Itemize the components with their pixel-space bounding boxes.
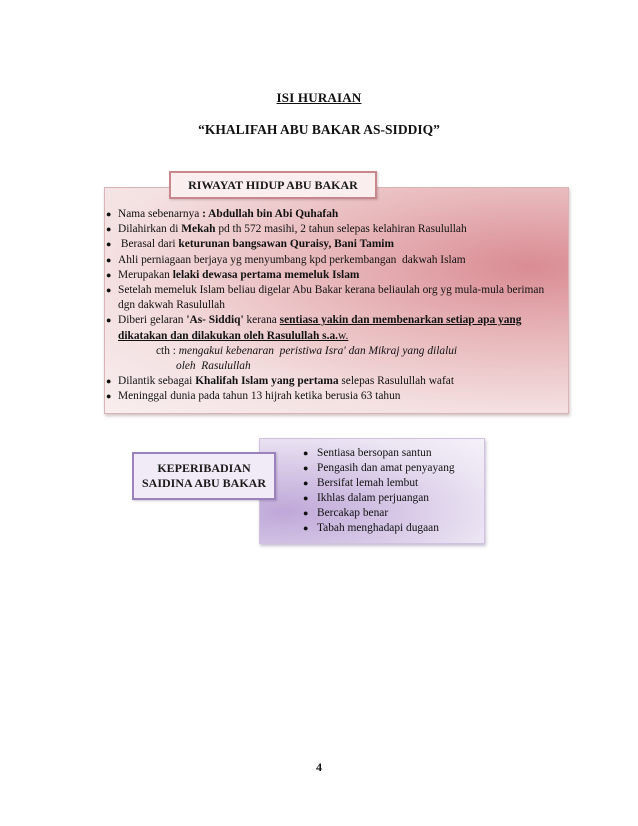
riwayat-list [106,207,556,405]
bullet-icon: ● [303,477,309,488]
list-item [106,237,556,252]
keperibadian-label-line: KEPERIBADIAN [157,461,251,475]
item-text: Dilahirkan di [118,223,182,236]
bullet-icon: ● [106,376,112,387]
list-item [303,476,455,491]
list-item [106,268,556,283]
bullet-icon: ● [106,209,112,219]
item-text: kerana [243,314,280,327]
keperibadian-list [303,446,455,535]
item-text: Dilantik sebagai [118,375,196,388]
bullet-icon: ● [303,448,309,458]
example-line [118,359,556,374]
riwayat-label: RIWAYAT HIDUP ABU BAKAR [169,171,377,199]
list-item [106,207,556,222]
item-bold-text: keturunan bangsawan Quraisy, Bani Tamim [178,238,394,251]
item-text: Ahli perniagaan berjaya yg menyumbang kpd perkembangan dakwah Islam [118,253,466,266]
example-text: oleh Rasulullah [176,360,251,373]
list-item [303,521,455,536]
item-bold-text: : Abdullah bin Abi Quhafah [202,208,339,220]
example-line [118,344,556,359]
list-item [106,389,556,404]
page-subtitle: “KHALIFAH ABU BAKAR AS-SIDDIQ” [198,122,440,137]
item-text: Diberi gelaran [118,314,187,327]
item-text: Bersifat lemah lembut [317,476,419,489]
item-text: w. [338,329,349,342]
bullet-icon: ● [106,239,112,250]
item-bold-text: Mekah [181,223,216,236]
list-item [106,222,556,237]
item-bold-text: Khalifah Islam yang pertama [195,375,339,388]
page-number: 4 [316,760,322,774]
item-bold-underline-text: sentiasa yakin dan membenarkan setiap apa yang dikatakan dan dilakukan oleh Rasulullah s.a. [118,314,522,342]
item-text: Pengasih dan amat penyayang [317,461,455,474]
item-text: pd th 572 masihi, 2 tahun selepas kelahiran Rasulullah [215,223,467,236]
page-title: ISI HURAIAN [276,90,362,105]
list-item [106,283,556,313]
keperibadian-label [132,452,276,500]
list-item [303,461,455,476]
list-item [303,506,455,521]
list-item [106,253,556,268]
list-item [106,374,556,389]
bullet-icon: ● [303,462,309,473]
bullet-icon: ● [106,391,112,402]
item-text: Sentiasa bersopan santun [317,447,432,459]
example-text: mengakui kebenaran peristiwa Isra' dan Mikraj yang dilalui [178,344,458,357]
list-item [303,491,455,506]
list-item [303,446,455,461]
bullet-icon: ● [106,269,112,280]
item-text: Berasal dari [118,238,179,251]
bullet-icon: ● [303,492,309,503]
item-text: Ikhlas dalam perjuangan [317,491,429,504]
item-text: Nama sebenarnya [118,208,203,220]
item-text: Merupakan [118,268,173,281]
item-text: Setelah memeluk Islam beliau digelar Abu Bakar kerana beliaulah org yg mula-mula beriman dgn dakwah Rasulullah [118,284,545,312]
bullet-icon: ● [303,507,309,518]
bullet-icon: ● [106,254,112,265]
item-text: Meninggal dunia pada tahun 13 hijrah ketika berusia 63 tahun [118,390,401,403]
keperibadian-label-line: SAIDINA ABU BAKAR [141,476,267,490]
bullet-icon: ● [106,315,112,326]
bullet-icon: ● [303,522,309,533]
item-bold-text: lelaki dewasa pertama memeluk Islam [172,268,360,281]
list-item [106,313,556,374]
example-label: cth : [156,344,179,357]
bullet-icon: ● [106,285,112,296]
bullet-icon: ● [106,224,112,235]
item-text: Bercakap benar [317,506,389,519]
item-bold-text: 'As- Siddiq' [186,314,244,327]
item-text: selepas Rasulullah wafat [338,375,454,388]
item-text: Tabah menghadapi dugaan [317,521,439,534]
